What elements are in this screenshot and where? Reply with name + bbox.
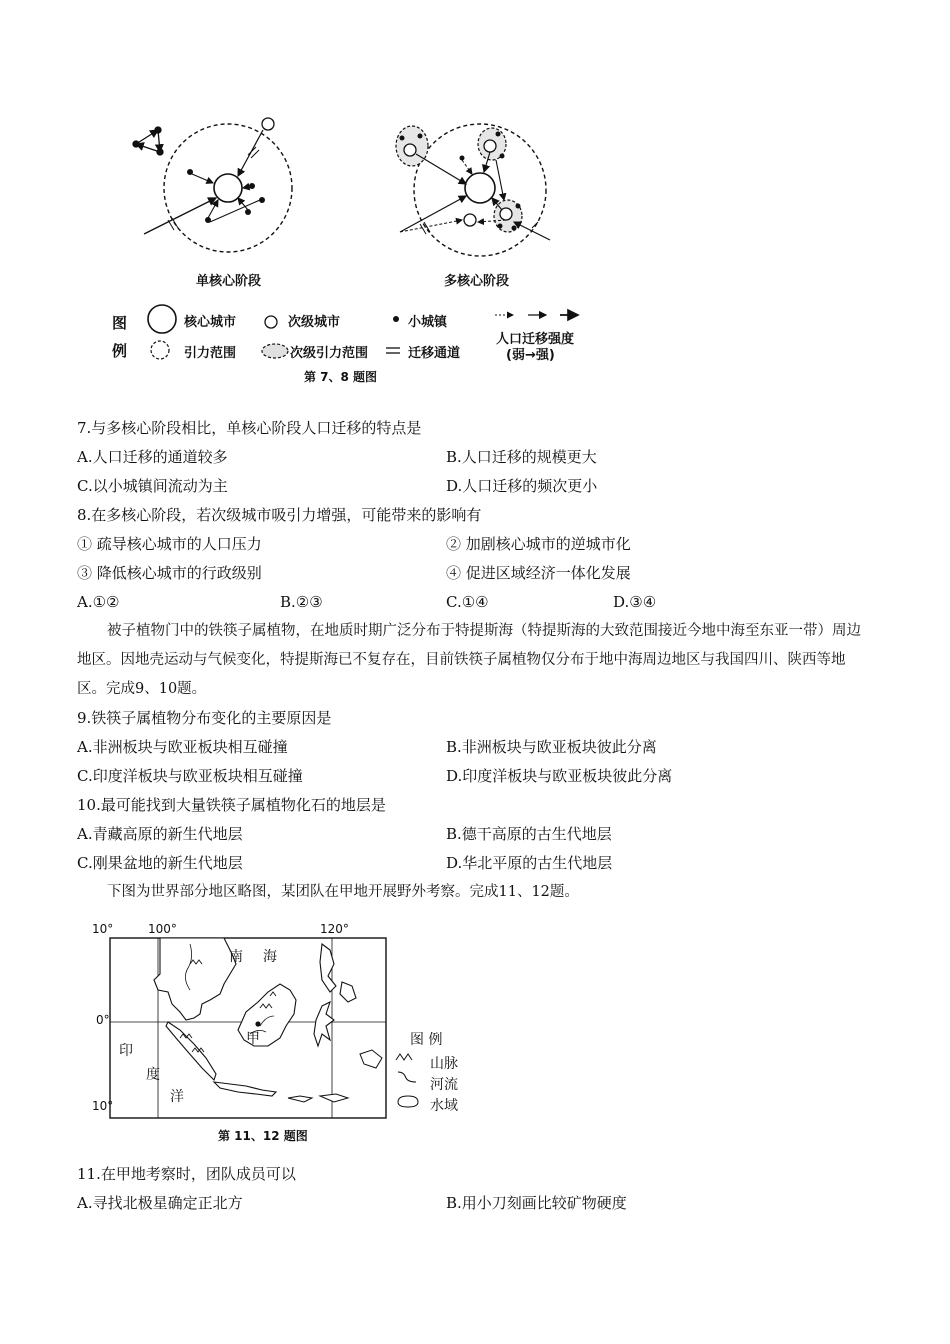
q7-option-d: D.人口迁移的频次更小 (446, 477, 598, 495)
map-ocean-label-3: 洋 (170, 1089, 184, 1105)
q11-option-b: B.用小刀刻画比较矿物硬度 (446, 1194, 627, 1212)
legend-attraction-range: 引力范围 (184, 346, 237, 361)
small-town-triangle (133, 127, 163, 155)
q8-option-d: D.③④ (613, 593, 657, 611)
site-marker (255, 1021, 260, 1026)
secondary-city-circle (262, 118, 274, 130)
q10-option-b: B.德干高原的古生代地层 (446, 825, 612, 843)
secondary-city-symbol (265, 316, 277, 328)
q8-stem: 8.在多核心阶段，若次级城市吸引力增强，可能带来的影响有 (77, 506, 482, 524)
map-lon-120: 120° (320, 922, 349, 936)
river-symbol (398, 1072, 416, 1082)
q7-option-b: B.人口迁移的规模更大 (446, 448, 597, 466)
q8-option-a: A.①② (77, 593, 120, 611)
q8-option-c: C.①④ (446, 593, 489, 611)
q9-option-c: C.印度洋板块与欧亚板块相互碰撞 (77, 767, 303, 785)
q7-stem: 7.与多核心阶段相比，单核心阶段人口迁移的特点是 (77, 419, 422, 437)
q9-stem: 9.铁筷子属植物分布变化的主要原因是 (77, 709, 332, 727)
attraction-range-symbol (151, 341, 169, 359)
q10-option-a: A.青藏高原的新生代地层 (77, 825, 243, 843)
legend-secondary-city: 次级城市 (288, 315, 341, 330)
q11-stem: 11.在甲地考察时，团队成员可以 (77, 1165, 296, 1183)
map-legend-river: 河流 (430, 1077, 458, 1093)
q8-statement-2: ② 加剧核心城市的逆城市化 (446, 535, 631, 553)
map-sea-label-1: 南 (229, 949, 243, 965)
map-ocean-label-2: 度 (146, 1067, 160, 1083)
stage-multi-label: 多核心阶段 (444, 274, 510, 289)
figure-caption-7-8: 第 7、8 题图 (304, 370, 378, 384)
map-legend-mountain: 山脉 (430, 1056, 458, 1072)
map-lat-10s: 10° (92, 1099, 114, 1113)
legend-small-town: 小城镇 (408, 315, 448, 330)
q10-option-d: D.华北平原的古生代地层 (446, 854, 613, 872)
q11-option-a: A.寻找北极星确定正北方 (77, 1194, 243, 1212)
core-city-circle (214, 174, 242, 202)
legend-strength: 人口迁移强度 (496, 332, 575, 347)
q10-option-c: C.刚果盆地的新生代地层 (77, 854, 243, 872)
secondary-attraction-symbol (262, 344, 288, 358)
q10-stem: 10.最可能找到大量铁筷子属植物化石的地层是 (77, 796, 386, 814)
map-lat-10n: 10° (92, 922, 114, 936)
figure-caption-11-12: 第 11、12 题图 (218, 1129, 308, 1143)
legend-secondary-attraction: 次级引力范围 (290, 346, 369, 361)
q8-statement-3: ③ 降低核心城市的行政级别 (77, 564, 262, 582)
passage-hellebore: 被子植物门中的铁筷子属植物，在地质时期广泛分布于特提斯海（特提斯海的大致范围接近今地中海至东亚一带）周边地区。因地壳运动与气候变化，特提斯海已不复存在，目前铁筷子属植物仅分布于地中海周边地区与我国四川、陕西等地区。完成9、10题。 (77, 623, 861, 697)
core-city-symbol (148, 305, 176, 333)
q7-option-c: C.以小城镇间流动为主 (77, 477, 228, 495)
mountain-symbol (396, 1054, 412, 1060)
q8-statement-1: ① 疏导核心城市的人口压力 (77, 535, 262, 553)
q9-option-d: D.印度洋板块与欧亚板块彼此分离 (446, 767, 673, 785)
map-legend-symbols (392, 1050, 422, 1112)
small-town-symbol (393, 316, 399, 322)
legend-title-a: 图 (112, 314, 128, 332)
single-core-stage (144, 118, 292, 252)
water-symbol (398, 1096, 418, 1107)
map-legend-water: 水域 (430, 1098, 458, 1114)
map-sea-label-2: 海 (263, 949, 277, 965)
q8-option-b: B.②③ (280, 593, 323, 611)
map-legend-title: 图 例 (410, 1032, 443, 1048)
q9-option-b: B.非洲板块与欧亚板块彼此分离 (446, 738, 657, 756)
map-lon-100: 100° (148, 922, 177, 936)
legend-strength-range: (弱→强) (506, 348, 555, 363)
q9-option-a: A.非洲板块与欧亚板块相互碰撞 (77, 738, 288, 756)
legend-core-city: 核心城市 (184, 315, 237, 330)
legend-title-b: 例 (112, 342, 128, 360)
stage-single-label: 单核心阶段 (196, 274, 262, 289)
map-ocean-label-1: 印 (119, 1043, 133, 1059)
q8-statement-4: ④ 促进区域经济一体化发展 (446, 564, 631, 582)
q7-option-a: A.人口迁移的通道较多 (77, 448, 228, 466)
passage-map-intro: 下图为世界部分地区略图，某团队在甲地开展野外考察。完成11、12题。 (107, 884, 579, 900)
legend-channel: 迁移通道 (408, 346, 461, 361)
map-lat-0: 0° (96, 1013, 110, 1027)
map-site-label: 甲 (246, 1031, 260, 1047)
multi-core-stage (396, 124, 550, 256)
